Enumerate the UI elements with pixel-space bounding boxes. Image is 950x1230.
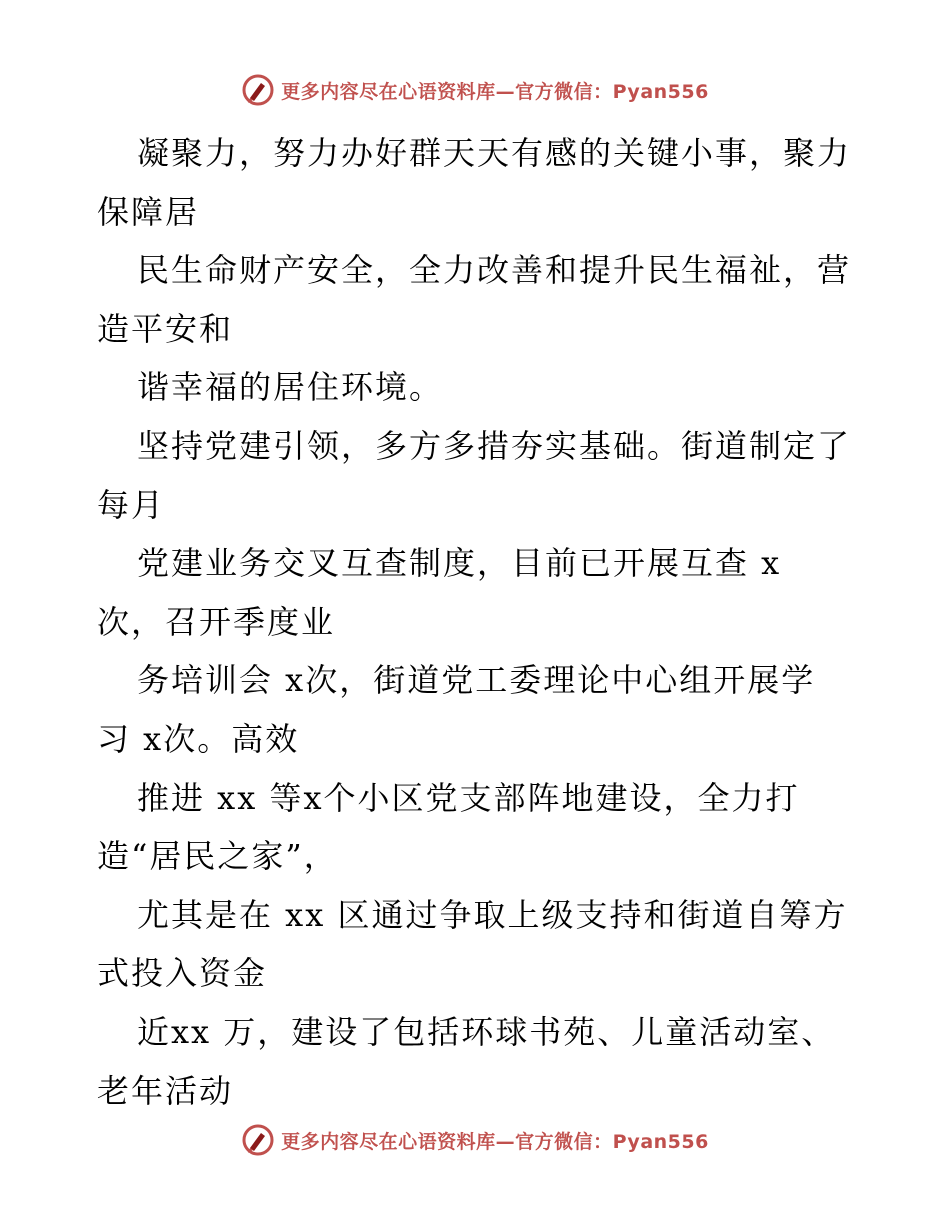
footer-watermark [0,1120,950,1160]
text-line: 推进 xx 等x个小区党支部阵地建设，全力打 [137,778,800,817]
text-line: 造“居民之家”， [97,837,338,876]
text-line: 老年活动 [97,1071,234,1110]
pen-circle-logo-icon [241,73,275,107]
text-line: 尤其是在 xx 区通过争取上级支持和街道自筹方 [137,895,848,934]
text-line: 坚持党建引领，多方多措夯实基础。街道制定了 [137,426,852,465]
text-line: 民生命财产安全，全力改善和提升民生福祉，营 [137,251,852,290]
footer-watermark-text: 更多内容尽在心语资料库—官方微信：Pyan556 [281,1130,709,1153]
text-line: 造平安和 [97,309,234,348]
text-line: 凝聚力，努力办好群天天有感的关键小事，聚力 [137,134,852,172]
text-line: 习 x次。高效 [97,719,300,758]
text-line: 近xx 万，建设了包括环球书苑、儿童活动室、 [137,1012,836,1051]
header-watermark [0,70,950,110]
document-body [97,124,857,1120]
text-line: 每月 [97,485,166,524]
header-watermark-text: 更多内容尽在心语资料库—官方微信：Pyan556 [281,80,709,103]
text-line: 务培训会 x次，街道党工委理论中心组开展学 [137,661,816,700]
text-line: 次，召开季度业 [97,602,336,641]
text-line: 党建业务交叉互查制度，目前已开展互查 x [137,544,782,583]
text-line: 谐幸福的居住环境。 [137,368,444,407]
text-line: 保障居 [97,192,200,231]
pen-circle-logo-icon [241,1123,275,1157]
text-line: 式投入资金 [97,954,268,993]
